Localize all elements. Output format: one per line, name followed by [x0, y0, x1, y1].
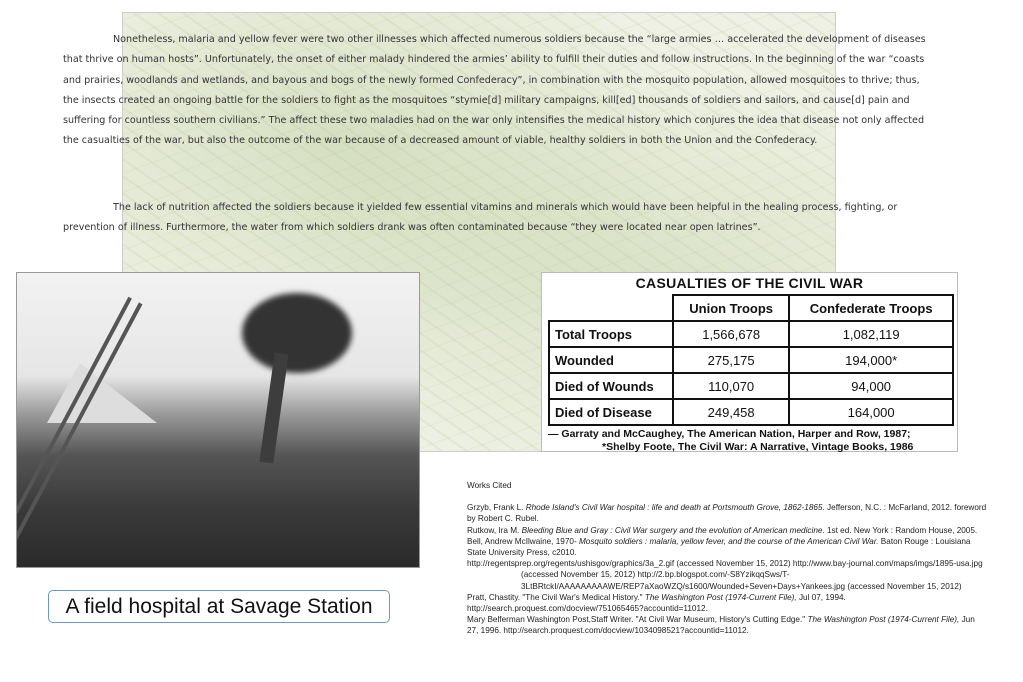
citation-author: Rutkow, Ira M. — [467, 525, 522, 535]
photo-caption: A field hospital at Savage Station — [48, 590, 390, 623]
tree-trunk-shape — [259, 353, 288, 464]
table-header-empty — [549, 295, 673, 321]
cell: 275,175 — [673, 347, 789, 373]
citation-author: Grzyb, Frank L. — [467, 503, 526, 513]
table-row — [549, 399, 953, 425]
cell: 249,458 — [673, 399, 789, 425]
citation-title: The Washington Post (1974-Current File), — [644, 592, 797, 602]
cell: 194,000* — [789, 347, 953, 373]
works-cited — [467, 480, 987, 637]
ladder-shape — [16, 297, 142, 568]
casualties-table-image — [541, 272, 958, 452]
citation — [467, 502, 987, 524]
citation — [467, 525, 987, 536]
citation — [467, 536, 987, 558]
table-row — [549, 347, 953, 373]
table-source-note: *Shelby Foote, The Civil War: A Narrative, Vintage Books, 1986 — [602, 441, 914, 453]
citation-details: Jul 07, 1994. http://search.proquest.com/docview/751065465?accountid=11012. — [467, 592, 846, 614]
casualties-title: CASUALTIES OF THE CIVIL WAR — [635, 275, 864, 291]
citation-details: Jun 27, 1996. http://search.proquest.com/docview/1034098521?accountid=11012. — [467, 615, 975, 636]
citation-title: The Washington Post (1974-Current File), — [807, 615, 960, 625]
citation-author: Pratt, Chastity. "The Civil War's Medical History." — [467, 592, 645, 602]
table-header: Union Troops — [673, 295, 789, 321]
paragraph-text: Nonetheless, malaria and yellow fever were two other illnesses which affected numerous soldiers because the “large armies … accelerated the development of diseases that thrive on human hosts”. Unfortunately, the onset of either malady hindered the armies’ ability to fulfill their duties and follow instructions. In the beginning of the war “coasts and prairies, woodlands and wetlands, and bayous and bogs of the newly formed Confederacy”, in combination with the mosquito population, allowed mosquitoes to thrive; thus, the insects created an ongoing battle for the soldiers to fight as the mosquitoes “stymie[d] military campaigns, kill[ed] thousands of soldiers and sailors, and cause[d] pain and suffering for countless southern civilians.” The affect these two maladies had on the war only intensifies the medical history which conjures the idea that disease not only affected the casualties of the war, but also the outcome of the war because of a decreased amount of viable, healthy soldiers in both the Union and the Confederacy. — [63, 34, 926, 147]
citation-author: Mary Belferman Washington Post,Staff Writer. "At Civil War Museum, History's Cutting Edge." — [467, 615, 808, 625]
row-label: Total Troops — [549, 321, 673, 347]
cell: 110,070 — [673, 373, 789, 399]
field-hospital-photo — [16, 272, 420, 568]
table-row — [549, 321, 953, 347]
citation-author: Bell, Andrew McIlwaine, 1970- — [467, 536, 579, 546]
paragraph-malaria — [63, 30, 933, 152]
paragraph-text: The lack of nutrition affected the soldiers because it yielded few essential vitamins and minerals which would have been helpful in the healing process, fighting, or prevention of illness. Furthermore, the water from which soldiers drank was often contaminated because “they were located near open latrines”. — [63, 202, 898, 234]
table-source: — Garraty and McCaughey, The American Nation, Harper and Row, 1987; — [548, 428, 911, 440]
works-cited-heading: Works Cited — [467, 481, 512, 490]
citation-url-text: http://regentsprep.org/regents/ushisgov/graphics/3a_2.gif (accessed November 15, 2012) http://www.bay-journal.com/maps/imgs/1895-usa.jpg (accessed November 15, 2012) http://2.bp.blogspot.com/-S8YzikqqSws/T-3LtBRtckI/AAAAAAAAAWE/REP7aXaoWZQ/s1600/Wounded+Seven+Days+Yankees.jpg (accessed November 15, 2012) — [467, 559, 983, 591]
row-label: Died of Wounds — [549, 373, 673, 399]
cell: 164,000 — [789, 399, 953, 425]
cell: 94,000 — [789, 373, 953, 399]
citation-title: Mosquito soldiers : malaria, yellow fever, and the course of the American Civil War. — [578, 536, 879, 546]
table-header-row — [549, 295, 953, 321]
row-label: Wounded — [549, 347, 673, 373]
cell: 1,566,678 — [673, 321, 789, 347]
citation-details: Jefferson, N.C. : McFarland, 2012. foreword by Robert C. Rubel. — [467, 503, 987, 524]
citation-title: Bleeding Blue and Gray : Civil War surgery and the evolution of American medicine — [521, 525, 823, 535]
table-row — [549, 373, 953, 399]
row-label: Died of Disease — [549, 399, 673, 425]
citation-details: . 1st ed. New York : Random House, 2005. — [822, 525, 978, 535]
table-header: Confederate Troops — [789, 295, 953, 321]
citation-details: Baton Rouge : Louisiana State University Press, c2010. — [467, 536, 971, 558]
cell: 1,082,119 — [789, 321, 953, 347]
citation-title: Rhode Island's Civil War hospital : life and death at Portsmouth Grove, 1862-1865. — [525, 503, 825, 513]
paragraph-nutrition — [63, 198, 933, 239]
citation-urls — [467, 558, 987, 592]
tree-shape — [242, 293, 352, 373]
citation — [467, 592, 987, 614]
citation — [467, 614, 987, 636]
casualties-table — [548, 294, 954, 426]
